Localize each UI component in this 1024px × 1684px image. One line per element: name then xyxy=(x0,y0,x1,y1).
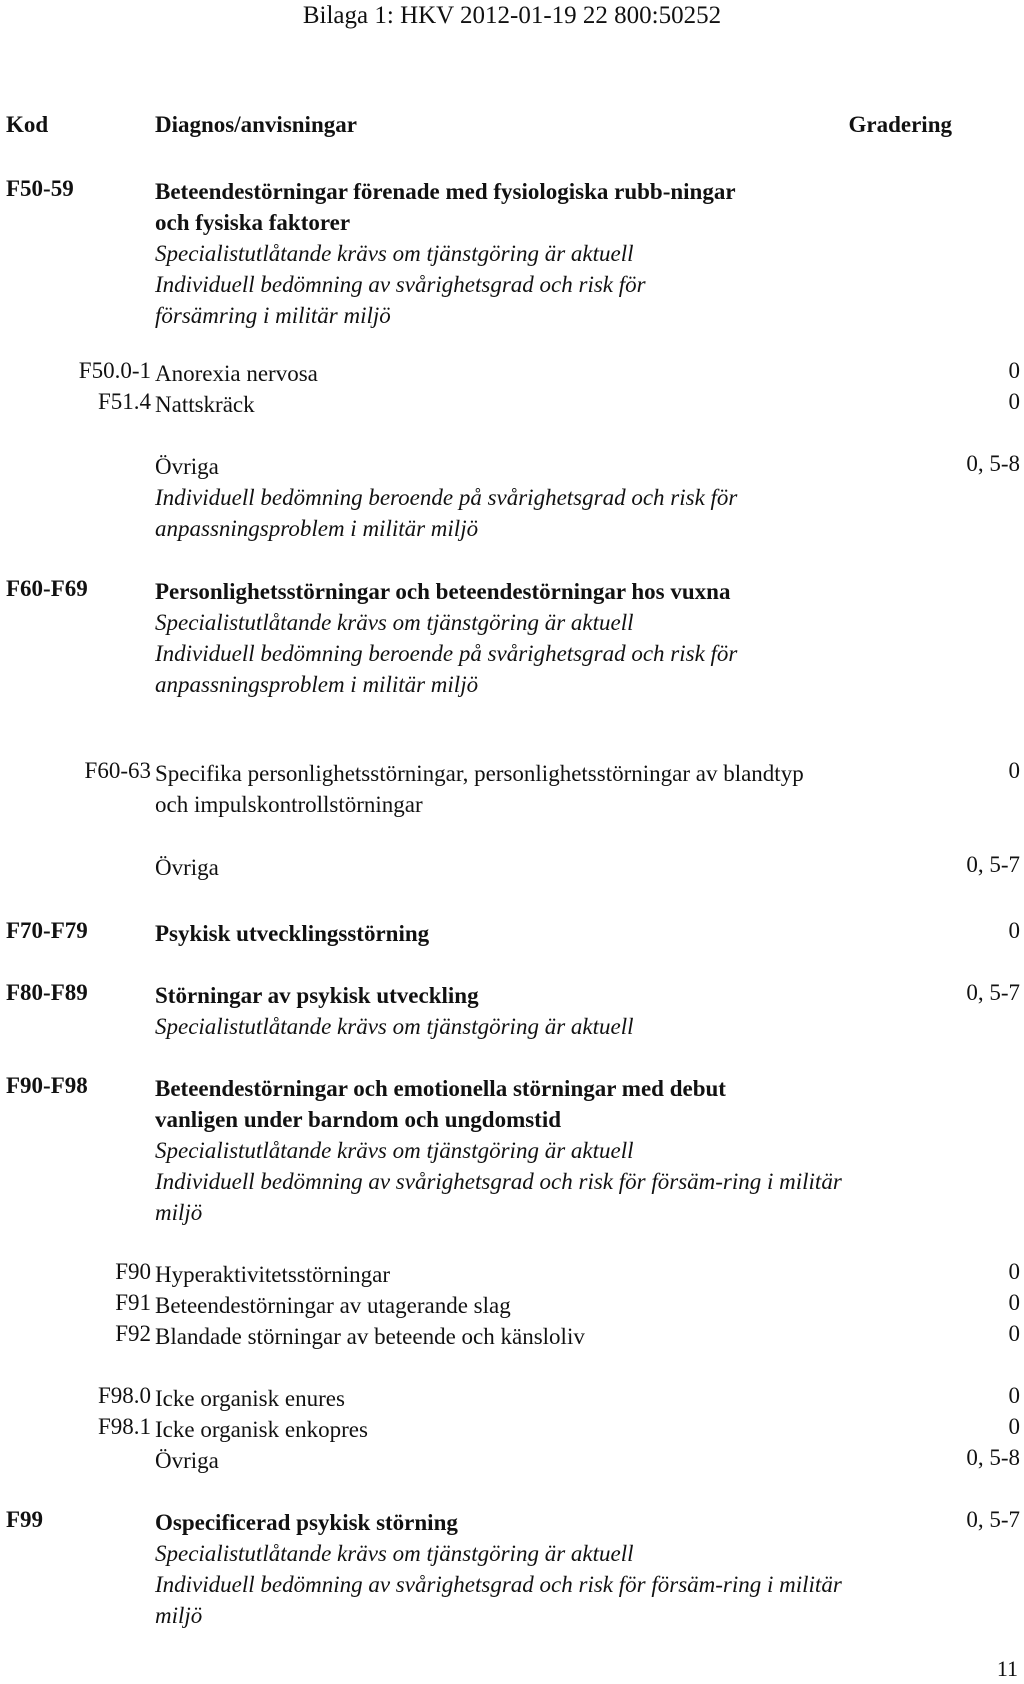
diagnosis-text: Icke organisk enures xyxy=(155,1386,345,1411)
section-code: F99 xyxy=(6,1507,44,1532)
column-header-diagnosis: Diagnos/anvisningar xyxy=(155,112,357,137)
grading-value: 0, 5-8 xyxy=(966,1445,1020,1470)
grading-value: 0 xyxy=(1008,1383,1020,1408)
grading-value: 0 xyxy=(1008,1414,1020,1439)
diagnosis-text: Övriga xyxy=(155,855,219,880)
section-title: Psykisk utvecklingsstörning xyxy=(155,921,430,946)
column-header-code: Kod xyxy=(6,112,49,137)
diagnosis-code: F60-63 xyxy=(84,758,151,783)
page-number: 11 xyxy=(996,1656,1018,1681)
section-title: Beteendestörningar och emotionella störningar med debut vanligen under barndom och ungdomstid xyxy=(155,1076,726,1132)
diagnosis-text: Anorexia nervosa xyxy=(155,361,318,386)
section-note: Individuell bedömning av svårighetsgrad och risk för försäm-ring i militär miljö xyxy=(155,1572,842,1628)
section-title: Personlighetsstörningar och beteendestörningar hos vuxna xyxy=(155,579,731,604)
section-code: F90-F98 xyxy=(6,1073,88,1098)
section-note: Specialistutlåtande krävs om tjänstgöring är aktuell xyxy=(155,610,634,635)
diagnosis-text: Övriga xyxy=(155,1448,219,1473)
diagnosis-code: F90 xyxy=(115,1259,151,1284)
section-code: F70-F79 xyxy=(6,918,88,943)
grading-value: 0 xyxy=(1008,1290,1020,1315)
diagnosis-code: F98.1 xyxy=(97,1414,151,1439)
grading-value: 0, 5-7 xyxy=(966,852,1020,877)
section-note: Individuell bedömning av svårighetsgrad och risk för försämring i militär miljö xyxy=(155,272,646,328)
diagnosis-code: F91 xyxy=(115,1290,151,1315)
section-note: Specialistutlåtande krävs om tjänstgöring är aktuell xyxy=(155,1138,634,1163)
diagnosis-text: Blandade störningar av beteende och känsloliv xyxy=(155,1324,585,1349)
section-note: Specialistutlåtande krävs om tjänstgöring är aktuell xyxy=(155,1014,634,1039)
diagnosis-text: Övriga xyxy=(155,454,219,479)
section-note: Individuell bedömning beroende på svårighetsgrad och risk för anpassningsproblem i militär miljö xyxy=(155,641,738,697)
section-note: Specialistutlåtande krävs om tjänstgöring är aktuell xyxy=(155,241,634,266)
diagnosis-code: F51.4 xyxy=(97,389,151,414)
diagnosis-code: F50.0-1 xyxy=(78,358,151,383)
document-header: Bilaga 1: HKV 2012-01-19 22 800:50252 xyxy=(302,2,722,29)
grading-value: 0 xyxy=(1008,389,1020,414)
diagnosis-text: Beteendestörningar av utagerande slag xyxy=(155,1293,511,1318)
diagnosis-note: Individuell bedömning beroende på svårighetsgrad och risk för anpassningsproblem i militär miljö xyxy=(155,485,738,541)
grading-value: 0 xyxy=(1008,758,1020,783)
grading-value: 0, 5-8 xyxy=(966,451,1020,476)
section-title: Störningar av psykisk utveckling xyxy=(155,983,479,1008)
grading-value: 0, 5-7 xyxy=(966,1507,1020,1532)
section-note: Individuell bedömning av svårighetsgrad och risk för försäm-ring i militär miljö xyxy=(155,1169,842,1225)
section-code: F60-F69 xyxy=(6,576,88,601)
section-code: F50-59 xyxy=(6,176,74,201)
section-title: Ospecificerad psykisk störning xyxy=(155,1510,458,1535)
grading-value: 0 xyxy=(1008,918,1020,943)
grading-value: 0 xyxy=(1008,1321,1020,1346)
diagnosis-code: F98.0 xyxy=(97,1383,151,1408)
diagnosis-code: F92 xyxy=(115,1321,151,1346)
diagnosis-text: Specifika personlighetsstörningar, personlighetsstörningar av blandtyp och impulskontrollstörningar xyxy=(155,761,804,817)
grading-value: 0, 5-7 xyxy=(966,980,1020,1005)
section-code: F80-F89 xyxy=(6,980,88,1005)
column-header-grading: Gradering xyxy=(848,112,952,137)
diagnosis-text: Nattskräck xyxy=(155,392,255,417)
diagnosis-text: Icke organisk enkopres xyxy=(155,1417,368,1442)
section-note: Specialistutlåtande krävs om tjänstgöring är aktuell xyxy=(155,1541,634,1566)
section-title: Beteendestörningar förenade med fysiologiska rubb-ningar och fysiska faktorer xyxy=(155,179,736,235)
diagnosis-text: Hyperaktivitetsstörningar xyxy=(155,1262,391,1287)
grading-value: 0 xyxy=(1008,358,1020,383)
grading-value: 0 xyxy=(1008,1259,1020,1284)
